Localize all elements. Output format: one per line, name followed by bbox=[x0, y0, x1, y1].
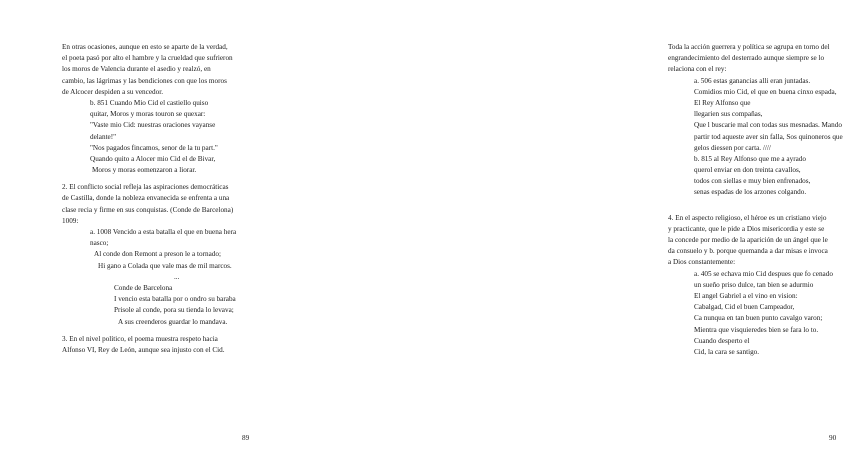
text-line: "Vaste mio Cid: nuestras oraciones vayanse bbox=[90, 121, 216, 130]
text-line: 2. El conflicto social refleja las aspiraciones democráticas bbox=[62, 183, 229, 192]
text-line: b. 851 Cuando Mio Cid el castiello quiso bbox=[90, 98, 209, 107]
text-line: da consuelo y b. porque quemanda a dar misas e invoca bbox=[668, 247, 828, 256]
left-page bbox=[0, 0, 300, 473]
text-line: b. 815 al Rey Alfonso que me a ayrado bbox=[694, 154, 806, 163]
text-line: un sueño priso dulce, tan bien se adurmio bbox=[694, 280, 814, 289]
right-page-number: 90 bbox=[829, 434, 837, 442]
text-line: partir tod aqueste aver sin falla, Sos quinoneros que bbox=[694, 132, 843, 141]
text-line: llegarien sus compañas, bbox=[694, 110, 763, 119]
text-line: Ca nunqua en tan buen punto cavalgo varon; bbox=[694, 314, 823, 323]
text-line: Comidios mio Cid, el que en buena cinxo espada, bbox=[694, 87, 837, 96]
right-page bbox=[300, 0, 843, 473]
text-line: "Nos pagados fincamos, senor de la tu part." bbox=[90, 143, 218, 152]
text-line: y practicante, que le pide a Dios misericordia y este se bbox=[668, 224, 825, 233]
text-line: El Rey Alfonso que bbox=[694, 98, 751, 107]
text-line: Cid, la cara se santigo. bbox=[694, 347, 760, 356]
text-line: 3. En el nivel político, el poema muestra respeto hacia bbox=[62, 334, 218, 343]
text-line: 4. En el aspecto religioso, el héroe es un cristiano viejo bbox=[668, 213, 827, 222]
text-line: querol enviar en don treinta cavallos, bbox=[694, 166, 801, 175]
text-line: 1009: bbox=[62, 216, 79, 225]
text-line: ... bbox=[174, 272, 180, 281]
text-line: quitar, Moros y moras touron se quexar: bbox=[90, 110, 206, 119]
text-line: cambio, las lágrimas y las bendiciones con que los moros bbox=[62, 76, 227, 85]
text-line: Alfonso VI, Rey de León, aunque sea injusto con el Cid. bbox=[62, 345, 225, 354]
text-line: I vencio esta batalla por o ondro su baraba bbox=[114, 295, 236, 304]
text-line: el poeta pasó por alto el hambre y la crueldad que sufrieron bbox=[62, 54, 233, 63]
text-line: clase recia y firme en sus conquistas. (Conde de Barcelona) bbox=[62, 205, 234, 214]
left-page-text bbox=[62, 42, 292, 356]
text-line: todos con siellas e muy bien enfrenados, bbox=[694, 177, 811, 186]
text-line: Que l buscarie mal con todas sus mesnadas. Mando bbox=[694, 121, 842, 130]
text-line: Quando quito a Alocer mio Cid el de Bivar, bbox=[90, 154, 216, 163]
text-line: a. 506 estas ganancias alli eran juntadas. bbox=[694, 76, 811, 85]
text-line: Prisole al conde, pora su tienda lo levava; bbox=[114, 306, 234, 315]
text-line: Hi gano a Colada que vale mas de mil marcos. bbox=[98, 261, 232, 270]
text-line: Mientra que visquieredes bien se fara lo to. bbox=[694, 325, 819, 334]
text-line: nasco; bbox=[90, 239, 109, 248]
text-line: Cuando desperto el bbox=[694, 336, 750, 345]
text-line: a. 405 se echava mio Cid despues que fo cenado bbox=[694, 269, 833, 278]
text-line: Al conde don Remont a preson le a tornado; bbox=[94, 250, 221, 259]
left-page-number: 89 bbox=[242, 434, 250, 442]
text-line: a. 1008 Vencido a esta batalla el que en buena hera bbox=[90, 228, 237, 236]
text-line: relaciona con el rey: bbox=[668, 65, 727, 74]
right-page-text bbox=[668, 42, 868, 358]
text-line: A sus creenderos guardar lo mandava. bbox=[118, 317, 228, 326]
text-line: engrandecimiento del desterrado aunque siempre se lo bbox=[668, 54, 825, 63]
text-line: Conde de Barcelona bbox=[114, 283, 173, 292]
text-line: Moros y moras eomenzaron a liorar. bbox=[92, 166, 197, 175]
text-line: de Alcocer despiden a su vencedor. bbox=[62, 87, 163, 96]
text-line: delante!" bbox=[90, 132, 117, 141]
text-line: la concede por medio de la aparición de un ángel que le bbox=[668, 236, 828, 244]
text-line: senas espadas de los arzones colgando. bbox=[694, 188, 807, 197]
paragraph-gap bbox=[668, 199, 868, 213]
text-line: Cabalgad, Cid el buen Campeador, bbox=[694, 303, 795, 312]
text-line: a Dios constantemente: bbox=[668, 258, 736, 267]
text-line: En otras ocasiones, aunque en esto se aparte de la verdad, bbox=[62, 43, 228, 51]
text-line: Toda la acción guerrera y política se agrupa en torno del bbox=[668, 43, 830, 51]
text-line: los moros de Valencia durante el asedio y realzó, en bbox=[62, 65, 211, 74]
text-line: El angel Gabriel a el vino en vision: bbox=[694, 291, 798, 300]
text-line: gelos diessen por carta. //// bbox=[694, 143, 771, 152]
text-line: de Castilla, donde la nobleza envanecida se enfrenta a una bbox=[62, 194, 230, 203]
